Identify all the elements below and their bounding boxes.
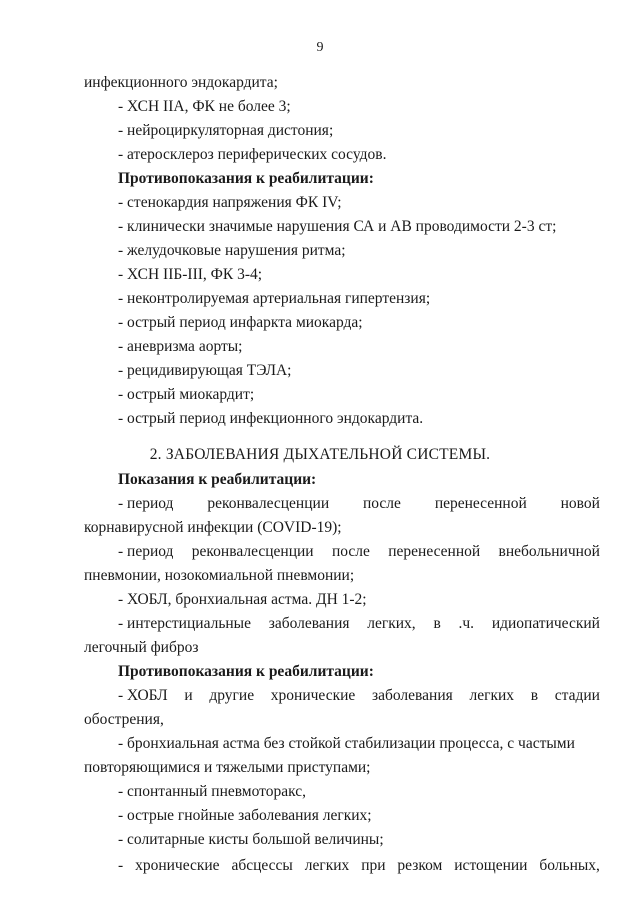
word: в <box>530 687 539 704</box>
word: больных, <box>539 857 600 874</box>
word: - интерстициальные <box>118 615 251 632</box>
contraindications-heading: Противопоказания к реабилитации: <box>118 663 374 680</box>
word: истощении <box>454 857 528 874</box>
list-item: - ХОБЛ, бронхиальная астма. ДН 1-2; <box>118 591 367 608</box>
word: хронические <box>270 687 356 704</box>
word: после <box>363 495 401 512</box>
word: при <box>361 857 386 874</box>
contraindications-heading: Противопоказания к реабилитации: <box>118 170 374 187</box>
text-line: обострения, <box>84 711 164 728</box>
list-item: - солитарные кисты большой величины; <box>118 831 384 848</box>
section-heading: 2. ЗАБОЛЕВАНИЯ ДЫХАТЕЛЬНОЙ СИСТЕМЫ. <box>149 446 491 463</box>
list-item: - аневризма аорты; <box>118 338 243 355</box>
list-item: - нейроциркуляторная дистония; <box>118 122 334 139</box>
justified-line <box>118 614 600 634</box>
text-line: пневмонии, нозокомиальной пневмонии; <box>84 567 355 584</box>
word: стадии <box>554 687 600 704</box>
word: и <box>184 687 193 704</box>
indications-heading: Показания к реабилитации: <box>118 471 317 488</box>
word: .ч. <box>458 615 475 632</box>
text-line: легочный фиброз <box>84 639 199 656</box>
word: после <box>331 543 370 560</box>
word: легких, <box>367 615 416 632</box>
word: - период <box>118 495 174 512</box>
list-item: - острые гнойные заболевания легких; <box>118 807 372 824</box>
word: идиопатический <box>491 615 600 632</box>
list-item: - острый период инфекционного эндокардита. <box>118 410 424 427</box>
word: заболевания <box>372 687 453 704</box>
list-item: - острый миокардит; <box>118 386 255 403</box>
word: хронические <box>135 857 220 874</box>
list-item: - спонтанный пневмоторакс, <box>118 783 306 800</box>
word: - период <box>118 543 174 560</box>
word: заболевания <box>268 615 350 632</box>
list-item: - атеросклероз периферических сосудов. <box>118 146 387 163</box>
word: в <box>433 615 441 632</box>
list-item: - острый период инфаркта миокарда; <box>118 314 363 331</box>
list-item: - клинически значимые нарушения СА и АВ проводимости 2-3 ст; <box>118 218 557 235</box>
list-item: - желудочковые нарушения ритма; <box>118 242 346 259</box>
word: абсцессы <box>231 857 293 874</box>
text-line: инфекционного эндокардита; <box>84 74 278 91</box>
text-line: повторяющимися и тяжелыми приступами; <box>84 759 371 776</box>
word: внебольничной <box>498 543 600 560</box>
justified-line <box>118 494 600 514</box>
word: реконвалесценции <box>207 495 330 512</box>
list-item: - ХСН IIБ-III, ФК 3-4; <box>118 266 263 283</box>
word: реконвалесценции <box>191 543 314 560</box>
justified-line <box>118 856 600 876</box>
word: резком <box>397 857 443 874</box>
page-number: 9 <box>316 40 324 55</box>
word: другие <box>209 687 255 704</box>
word: - ХОБЛ <box>118 687 168 704</box>
word: перенесенной <box>388 543 481 560</box>
list-item: - неконтролируемая артериальная гипертензия; <box>118 290 431 307</box>
list-item: - бронхиальная астма без стойкой стабилизации процесса, с частыми <box>118 735 575 752</box>
word: новой <box>560 495 600 512</box>
list-item: - стенокардия напряжения ФК IV; <box>118 194 342 211</box>
word: легких <box>469 687 515 704</box>
list-item: - ХСН IIА, ФК не более 3; <box>118 98 291 115</box>
text-line: корнавирусной инфекции (COVID-19); <box>84 519 342 536</box>
word: легких <box>304 857 350 874</box>
justified-line <box>118 542 600 562</box>
justified-line <box>118 686 600 706</box>
word: - <box>118 857 124 874</box>
word: перенесенной <box>434 495 527 512</box>
list-item: - рецидивирующая ТЭЛА; <box>118 362 292 379</box>
